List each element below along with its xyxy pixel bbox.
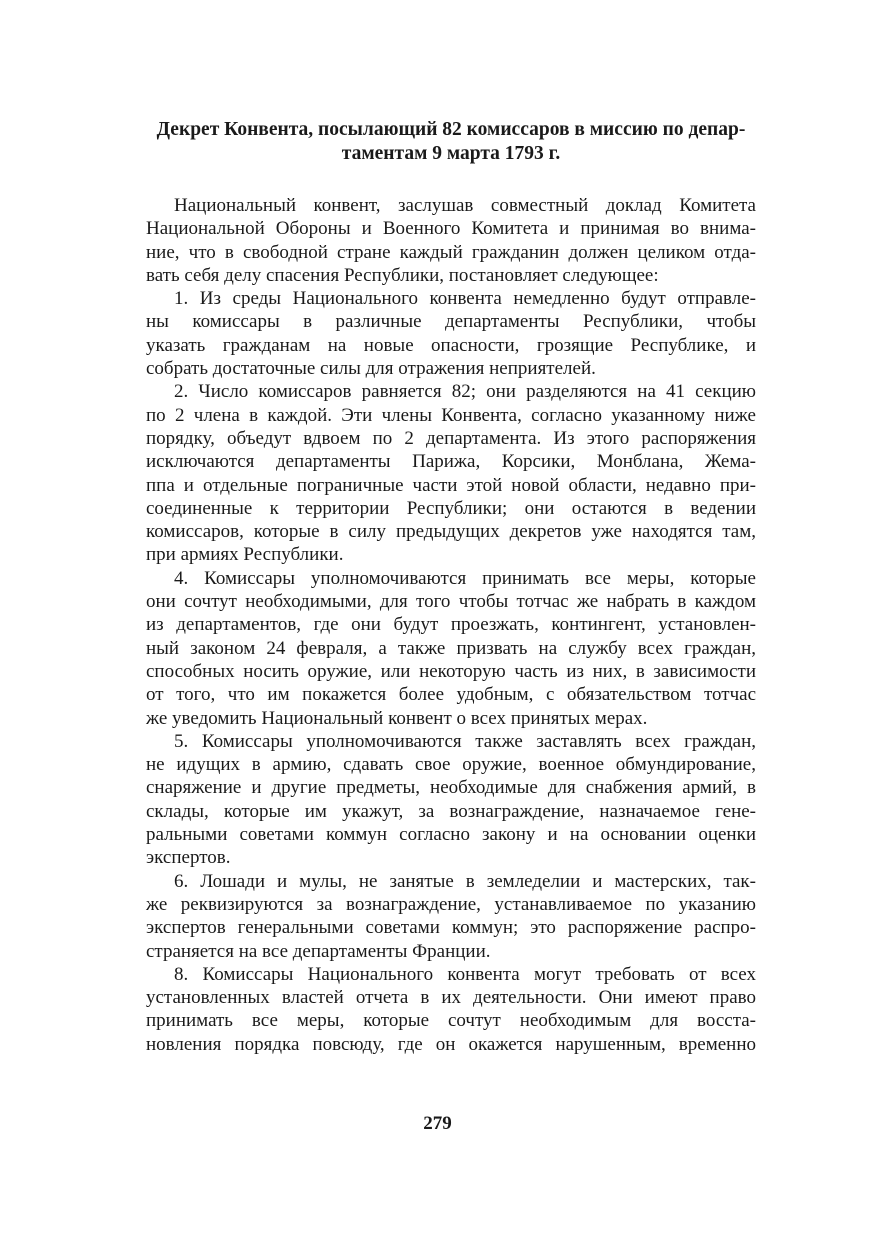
text-line: Национальный конвент, заслушав совместный доклад Комитета [174, 195, 756, 216]
text-line: ральными советами коммун согласно закону и на основании оценки [146, 824, 756, 846]
text-line: вать себя делу спасения Республики, постановляет следующее: [146, 264, 659, 286]
paragraph [146, 730, 756, 870]
text-line: комиссаров, которые в силу предыдущих декретов уже находятся там, [146, 521, 756, 543]
text-line: экспертов генеральными советами коммун; это распоряжение распро- [146, 917, 756, 939]
text-line: новления порядка повсюду, где он окажется нарушенным, временно [146, 1033, 756, 1055]
text-line: 2. Число комиссаров равняется 82; они разделяются на 41 секцию [174, 381, 756, 403]
text-line: 6. Лошади и мулы, не занятые в земледелии и мастерских, так- [174, 870, 756, 892]
text-line: 8. Комиссары Национального конвента могут требовать от всех [174, 963, 756, 985]
text-line: установленных властей отчета в их деятельности. Они имеют право [146, 987, 756, 1009]
text-line: указать гражданам на новые опасности, грозящие Республике, и [146, 334, 756, 356]
text-line: способных носить оружие, или некоторую часть из них, в зависимости [146, 660, 756, 682]
text-line: они сочтут необходимыми, для того чтобы тотчас же набрать в каждом [146, 591, 756, 613]
paragraph [146, 287, 756, 380]
text-line: ние, что в свободной стране каждый гражданин должен целиком отда- [146, 241, 756, 263]
text-line: принимать все меры, которые сочтут необходимым для восста- [146, 1010, 756, 1032]
text-line: Национальной Обороны и Военного Комитета и принимая во внима- [146, 218, 756, 240]
text-line: собрать достаточные силы для отражения неприятелей. [146, 358, 596, 380]
text-line: склады, которые им укажут, за вознаграждение, назначаемое гене- [146, 800, 756, 822]
text-line: по 2 члена в каждой. Эти члены Конвента, согласно указанному ниже [146, 404, 756, 426]
text-line: же реквизируются за вознаграждение, устанавливаемое по указанию [146, 893, 756, 915]
paragraph [146, 567, 756, 730]
text-line: при армиях Республики. [146, 544, 344, 566]
paragraph [146, 194, 756, 287]
text-line: соединенные к территории Республики; они остаются в ведении [146, 497, 756, 519]
title-line: таментам 9 марта 1793 г. [341, 143, 561, 164]
text-line: порядку, объедут вдвоем по 2 департамента. Из этого распоряжения [146, 427, 756, 449]
document-body [146, 194, 756, 1056]
text-line: ный законом 24 февраля, а также призвать на службу всех граждан, [146, 637, 756, 659]
page-number: 279 [423, 1113, 452, 1134]
title-line: Декрет Конвента, посылающий 82 комиссаров в миссию по депар- [156, 119, 746, 140]
text-line: же уведомить Национальный конвент о всех принятых мерах. [146, 707, 648, 729]
text-line: из департаментов, где они будут проезжать, контингент, установлен- [146, 614, 756, 636]
text-line: ны комиссары в различные департаменты Республики, чтобы [146, 311, 756, 333]
text-line: 1. Из среды Национального конвента немедленно будут отправле- [174, 288, 756, 310]
text-line: экспертов. [146, 847, 231, 869]
paragraph [146, 963, 756, 1056]
document-page [146, 118, 756, 1056]
document-title [116, 118, 786, 166]
paragraph [146, 870, 756, 963]
text-line: ппа и отдельные пограничные части этой новой области, недавно при- [146, 474, 756, 496]
text-line: снаряжение и другие предметы, необходимые для снабжения армий, в [146, 777, 756, 799]
text-line: страняется на все департаменты Франции. [146, 940, 491, 962]
text-line: исключаются департаменты Парижа, Корсики, Монблана, Жема- [146, 451, 756, 473]
text-line: не идущих в армию, сдавать свое оружие, военное обмундирование, [146, 754, 756, 776]
text-line: 5. Комиссары уполномочиваются также заставлять всех граждан, [174, 730, 756, 752]
paragraph [146, 380, 756, 566]
text-line: от того, что им покажется более удобным, с обязательством тотчас [146, 684, 756, 706]
text-line: 4. Комиссары уполномочиваются принимать все меры, которые [174, 567, 756, 589]
